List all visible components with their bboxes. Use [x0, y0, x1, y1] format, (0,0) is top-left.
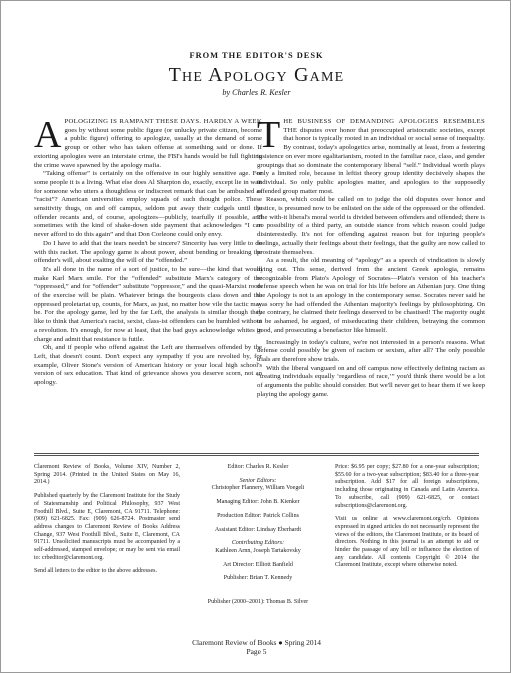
- paragraph: It's all done in the name of a sort of justice, to be sure—the kind that would make Karl Marx smile. For the “offended” substitute Marx's category of the “oppressed,” and for “offender” substitute “oppressor,” and the quasi-Marxist roots of the exercise will be plain. Whatever brings the bourgeois class down and the oppressed proletariat up, counts, for Marx, as just, no matter how vile the tactic may be. For the apology game, led by the far Left, the analysis is similar though they like to think that America's racist, sexist, class-ist offenders can be humbled without a revolution. It's enough, for now at least, that the bad guys acknowledge whites in charge and admit that resistance is futile.: [34, 265, 262, 343]
- paragraph: Do I have to add that the tears needn't be sincere? Sincerity has very little to do with this racket. The apology game is about power, about bending or breaking the offender's will, about exalting the will of the “offended.”: [34, 239, 262, 265]
- page-footer: [1, 638, 511, 656]
- senior-editors: Christopher Flannery, William Voegeli: [211, 485, 305, 492]
- contributing-editors: Kathleen Arnn, Joseph Tartakovsky: [215, 547, 301, 554]
- senior-editors-label: Senior Editors:: [239, 477, 277, 484]
- article-title: The Apology Game: [168, 64, 345, 86]
- paragraph: [34, 118, 262, 170]
- lead-in-caps: HE BUSINESS OF DEMANDING APOLOGIES RESEMBLES THE: [283, 118, 485, 134]
- masthead-staff: [191, 464, 325, 607]
- publisher-address: Published quarterly by the Claremont Institute for the Study of Statesmanship and Political Philosophy, 937 West Foothill Blvd., Suite E, Claremont, CA 91711. Telephone: (909) 621-6825. Fax: (909) 626-8724. Postmaster send address changes to Claremont Review of Books Address Change, 937 West Foothill Blvd., Suite E, Claremont, CA 91711. Unsolicited manuscripts must be accompanied by a self-addressed, stamped envelope; or may be sent via email to: crbeditor@claremont.org.: [34, 493, 180, 561]
- online-disclaimer: Visit us online at www.claremont.org/crb. Opinions expressed in signed articles do not necessarily represent the views of the editors, the Claremont Institute, or its board of directors. Nothing in this journal is an attempt to aid or hinder the passage of any bill or influence the election of any candidate. All contents Copyright © 2014 the Claremont Institute, except where otherwise noted.: [335, 516, 479, 569]
- lead-in-caps: POLOGIZING IS RAMPANT THESE DAYS. HARDLY A WEEK: [64, 118, 262, 125]
- art-director-credit: Art Director: Elliott Banfield: [223, 561, 293, 568]
- issue-info: Claremont Review of Books, Volume XIV, Number 2, Spring 2014. (Printed in the United States on May 16, 2014.): [34, 464, 180, 486]
- paragraph: As a result, the old meaning of “apology” as a speech of vindication is slowly dying out. This sense, derived from the ancient Greek apologia, remains recognizable from Plato's Apology of Socrates—Plato's version of his teacher's defense speech when he was on trial for his life before an Athenian jury. One thing the Apology is not is an apology in the contemporary sense. Socrates never said he was sorry he had offended the Athenian majority's feelings by philosophizing. On the contrary, he claimed their feelings deserved to be chastised! The majority ought to be ashamed, he argued, of miseducating their children, betraying the common good, and prosecuting a benefactor like himself.: [257, 257, 485, 334]
- paragraph: Increasingly in today's culture, we're not interested in a person's reasons. What defense could possibly be given of racism or sexism, after all? The only possible trials are therefore show trials.: [257, 338, 485, 363]
- subscription-pricing: Price: $6.95 per copy; $27.80 for a one-year subscription; $55.60 for a two-year subscription; $83.40 for a three-year subscription. Add $17 for all foreign subscriptions, including those originating in Canada and Latin America. To subscribe, call (909) 621-6825, or contact subscriptions@claremont.org.: [335, 464, 479, 509]
- letters-note: Send all letters to the editor to the above addresses.: [34, 568, 157, 575]
- paragraph-text: goes by without some public figure (or unlucky private citizen, become a public figure) offering to apologize, usually at the demand of some group or other who has taken offense at something said or done. If extorting apologies were an interstate crime, the FBI's hands would be full fighting the crime wave spawned by the apology mafia.: [34, 126, 262, 169]
- editor-credit: Editor: Charles R. Kesler: [227, 464, 289, 470]
- divider-rule: [34, 455, 479, 456]
- paragraph: Reason, which could be called on to judge the old disputes over honor and justice, is presumed now to be enlisted on the side of the oppressed or the offended. The with-it liberal's moral world is divided between offenders and offended; there is no possibility of a third party, an outside stance from which reason could judge disinterestedly. It's not for offending against reason but for injuring people's feelings, actually their feelings about their feelings, that the guilty are now called to prostrate themselves.: [257, 196, 485, 256]
- footer-journal-line: Claremont Review of Books ● Spring 2014: [192, 638, 321, 647]
- paragraph: With the liberal vanguard on and off campus now effectively defining racism as “treating individuals equally ‘regardless of race,’” you'd think there would be a lot of arguments the public should consider. But we'll never get to hear them if we keep playing the apology game.: [257, 364, 485, 398]
- masthead-subscription-info: [335, 464, 479, 576]
- article-column-left: [34, 118, 262, 443]
- section-kicker: FROM THE EDITOR'S DESK: [189, 51, 324, 60]
- drop-cap: A: [34, 118, 62, 156]
- paragraph-text: disputes over honor that preoccupied aristocratic societies, except that honor is typically rooted in an individual or social sense of inequality. By contrast, today's apologetics arise, nominally at least, from a festering insistence on ever more egalitarianism, rooted in the familiar race, class, and gender groupings that so dominate the contemporary liberal “self.” Individual worth plays only a limited role, because in leftist theory group identity decisively shapes the individual. So only public apologies matter, and apologies to the supposedly offended group matter most.: [257, 126, 485, 195]
- production-editor-credit: Production Editor: Patrick Collins: [217, 512, 299, 519]
- publisher-emeritus-credit: Publisher (2000–2001): Thomas B. Silver: [207, 599, 309, 606]
- contributing-editors-label: Contributing Editors:: [231, 540, 285, 547]
- divider-rule: [34, 453, 479, 454]
- managing-editor-credit: Managing Editor: John B. Kienker: [216, 499, 300, 506]
- drop-cap: T: [257, 118, 281, 156]
- publisher-credit: Publisher: Brian T. Kennedy: [223, 575, 293, 582]
- paragraph: “Taking offense” is certainly on the offensive in our highly sensitive age. For some people it is a living. What else does Al Sharpton do, exactly, except lie in wait for someone who utters a thoughtless or indiscreet remark that can be ambushed as “racist”? American universities employ squads of such thought police. These sensitivity thugs, on and off campus, seldom put away their cudgels until the offender recants and, of course, apologizes—publicly, tearfully if possible, and sometimes with the kind of shake-down side payment that acknowledges “I can never afford to do this again” and that Don Corleone could only envy.: [34, 170, 262, 239]
- assistant-editor-credit: Assistant Editor: Lindsay Eberhardt: [214, 526, 302, 533]
- paragraph: Oh, and if people who offend against the Left are themselves offended by the Left, that doesn't count. Don't expect any sympathy if you are revolted by, for example, Oliver Stone's version of American history or your local high school's version of sex education. That kind of grievance shows you deserve scorn, not an apology.: [34, 344, 262, 387]
- masthead-publication-info: [34, 464, 180, 582]
- paragraph: [257, 118, 485, 196]
- article-column-right: [257, 118, 485, 443]
- article-byline: by Charles R. Kesler: [222, 88, 291, 97]
- page-number: Page 5: [246, 647, 267, 656]
